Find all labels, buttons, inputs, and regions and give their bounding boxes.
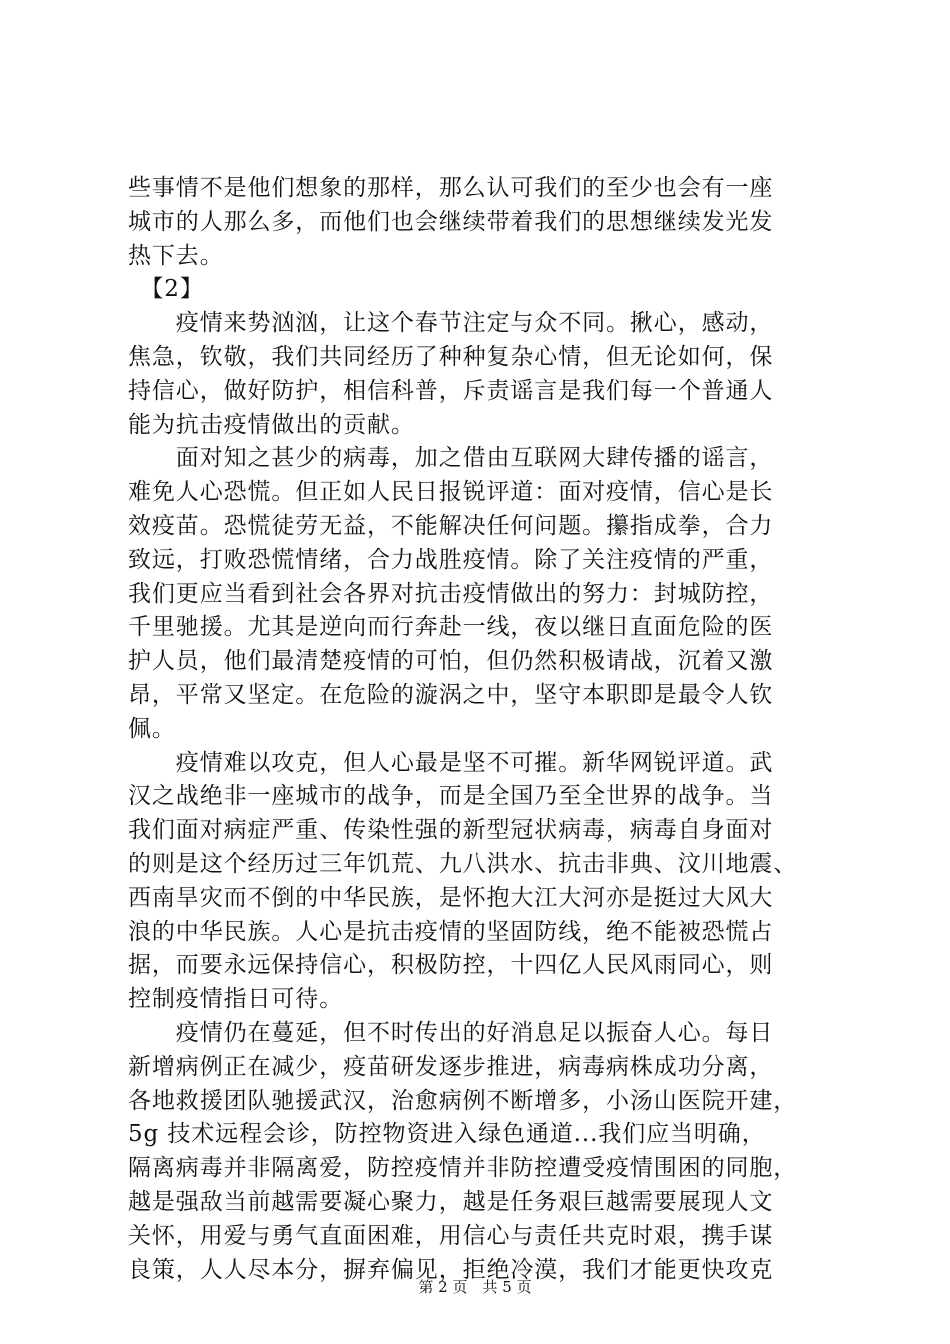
text-line: 浪的中华民族。人心是抗击疫情的坚固防线，绝不能被恐慌占 bbox=[128, 918, 774, 945]
text-line: 良策，人人尽本分，摒弃偏见，拒绝冷漠，我们才能更快攻克 bbox=[128, 1256, 774, 1283]
text-line: 护人员，他们最清楚疫情的可怕，但仍然积极请战，沉着又激 bbox=[128, 648, 774, 675]
text-line: 些事情不是他们想象的那样，那么认可我们的至少也会有一座 bbox=[128, 175, 774, 201]
text-line: 难免人心恐慌。但正如人民日报锐评道：面对疫情，信心是长 bbox=[128, 479, 774, 506]
text-line: 控制疫情指日可待。 bbox=[128, 986, 344, 1013]
text-line: 效疫苗。恐慌徒劳无益，不能解决任何问题。攥指成拳，合力 bbox=[128, 512, 774, 539]
text-line: 关怀，用爱与勇气直面困难，用信心与责任共克时艰，携手谋 bbox=[128, 1222, 774, 1249]
text-line: 昂，平常又坚定。在危险的漩涡之中，坚守本职即是最令人钦 bbox=[128, 681, 774, 708]
text-line: 千里驰援。尤其是逆向而行奔赴一线，夜以继日直面危险的医 bbox=[128, 614, 774, 641]
text-line: 热下去。 bbox=[128, 242, 224, 269]
text-line: 疫情来势汹汹，让这个春节注定与众不同。揪心，感动， bbox=[128, 310, 774, 337]
text-line: 疫情难以攻克，但人心最是坚不可摧。新华网锐评道。武 bbox=[128, 749, 774, 776]
text-line: 城市的人那么多，而他们也会继续带着我们的思想继续发光发 bbox=[128, 208, 774, 235]
text-line: 我们面对病症严重、传染性强的新型冠状病毒，病毒自身面对 bbox=[128, 817, 774, 844]
text-line: 西南旱灾而不倒的中华民族，是怀抱大江大河亦是挺过大风大 bbox=[128, 884, 774, 911]
text-line: 能为抗击疫情做出的贡献。 bbox=[128, 411, 415, 438]
text-line: 越是强敌当前越需要凝心聚力，越是任务艰巨越需要展现人文 bbox=[128, 1188, 774, 1215]
text-line: 新增病例正在减少，疫苗研发逐步推进，病毒病株成功分离， bbox=[128, 1053, 774, 1080]
text-line: 佩。 bbox=[128, 715, 176, 742]
text-line: 汉之战绝非一座城市的战争，而是全国乃至全世界的战争。当 bbox=[128, 783, 774, 810]
text-line: 隔离病毒并非隔离爱，防控疫情并非防控遭受疫情围困的同胞， bbox=[128, 1155, 798, 1182]
section-number: 【2】 bbox=[128, 276, 204, 303]
text-line: 据，而要永远保持信心，积极防控，十四亿人民风雨同心，则 bbox=[128, 952, 774, 979]
text-line: 的则是这个经历过三年饥荒、九八洪水、抗击非典、汶川地震、 bbox=[128, 850, 798, 877]
text-line: 焦急，钦敬，我们共同经历了种种复杂心情，但无论如何，保 bbox=[128, 343, 774, 370]
text-line: 我们更应当看到社会各界对抗击疫情做出的努力：封城防控， bbox=[128, 580, 774, 607]
text-line: 致远，打败恐慌情绪，合力战胜疫情。除了关注疫情的严重， bbox=[128, 546, 774, 573]
page-number-footer: 第 2 页 共 5 页 bbox=[418, 1278, 532, 1296]
text-line: 面对知之甚少的病毒，加之借由互联网大肆传播的谣言， bbox=[128, 445, 774, 472]
text-line: 5g 技术远程会诊，防控物资进入绿色通道...我们应当明确， bbox=[128, 1121, 766, 1148]
body-text bbox=[128, 172, 828, 1287]
text-line: 疫情仍在蔓延，但不时传出的好消息足以振奋人心。每日 bbox=[128, 1019, 774, 1046]
text-line: 持信心，做好防护，相信科普，斥责谣言是我们每一个普通人 bbox=[128, 377, 774, 404]
text-line: 各地救援团队驰援武汉，治愈病例不断增多，小汤山医院开建， bbox=[128, 1087, 798, 1114]
